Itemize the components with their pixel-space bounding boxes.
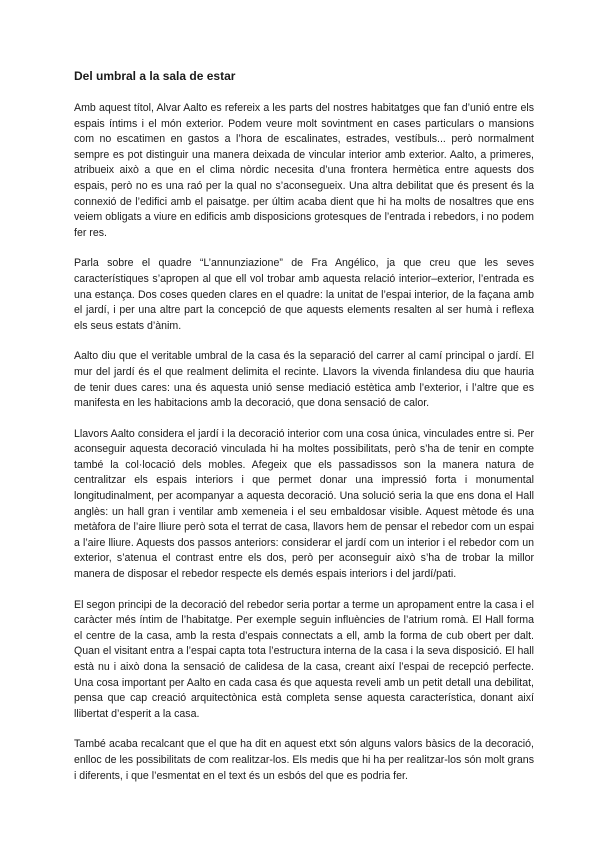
paragraph-1: Amb aquest títol, Alvar Aalto es refereix a les parts del nostres habitatges que fan d’unió entre els espais íntims i el món exterior. Podem veure molt sovintment en cases particulars o mansions com no escatimen en gastos a l’hora de escalinates, estrades, vestíbuls... però normalment sempre es pot distinguir una manera deixada de vincular interior amb exterior. Aalto, a primeres, atribueix això a que en el clima nòrdic necesita d’una frontera hermètica entre aquests dos espais, però no es una raó per la qual no s’aconsegueix. Una altra debilitat que és present és la connexió de l’edifici amb el paisatge. per últim acaba dient que hi ha molts de nosaltres que ens veiem obligats a viure en edificis amb disposicions grotesques de l’entrada i rebedors, i no podem fer res. [74, 102, 534, 239]
document-title: Del umbral a la sala de estar [74, 69, 236, 83]
paragraph-5: El segon principi de la decoració del rebedor seria portar a terme un apropament entre la casa i el caràcter més íntim de l’habitatge. Per exemple seguin influències de l’atrium romà. El Hall forma el centre de la casa, amb la resta d’espais connectats a ell, amb la forma de cub obert per dalt. Quan el visitant entra a l’espai capta tota l’estructura interna de la casa i la seva disposició. El hall està nu i això dona la sensació de calidesa de la casa, creant així l’espai de recepció perfecte. Una cosa important per Aalto en cada casa és que aquesta reveli amb un petit detall una debilitat, pensa que cap creació arquitectònica està completa sense aquesta característica, donant així llibertat d’esperit a la casa. [74, 598, 534, 720]
document-page [74, 68, 534, 799]
paragraph-6: També acaba recalcant que el que ha dit en aquest etxt són alguns valors bàsics de la decoració, enlloc de les possibilitats de com realitzar-los. Els medis que hi ha per realitzar-los són molt grans i diferents, i que l’esmentat en el text és un esbós del que es podria fer. [74, 738, 534, 782]
paragraph-4: Llavors Aalto considera el jardí i la decoració interior com una cosa única, vinculades entre si. Per aconseguir aquesta decoració vinculada hi ha moltes possibilitats, però s’ha de tenir en compte també la col·locació dels mobles. Afegeix que els passadissos son la manera natura de centralitzar els espais interiors i que permet donar una impressió forta i monumental longitudinalment, per acompanyar a aquesta decoració. Una solució seria la que ens dona el Hall anglès: un hall gran i ventilar amb xemeneia i el seu embaldosar visible. Aquest mètode és una metàfora de l’aire lliure però sota el terrat de casa, llavors hem de pensar el rebedor com un espai a l’aire lliure. Aquests dos passos anteriors: considerar el jardí com un interior i el rebedor com un exterior, s’atenua el contrast entre els dos, però per aconseguir això s’ha de trobar la millor manera de disposar el rebedor respecte els demés espais interiors i del jardí/pati. [74, 427, 534, 581]
paragraph-2: Parla sobre el quadre “L’annunziazione” de Fra Angélico, ja que creu que les seves característiques s’apropen al que ell vol trobar amb aquesta relació interior–exterior, l’entrada es una estança. Dos coses queden clares en el quadre: la unitat de l’espai interior, de la façana amb el jardí, i per una altre part la concepció de que aquests elements resalten al ser humà i reflexa els seus estats d’ànim. [74, 257, 534, 332]
paragraph-3: Aalto diu que el veritable umbral de la casa és la separació del carrer al camí principal o jardí. El mur del jardí és el que realment delimita el recinte. Llavors la vivenda finlandesa diu que hauria de tenir dues cares: una és aquesta unió sense mediació estètica amb l’exterior, i l’altre que es manifesta en les habitacions amb la decoració, que dona sensació de calor. [74, 350, 534, 410]
